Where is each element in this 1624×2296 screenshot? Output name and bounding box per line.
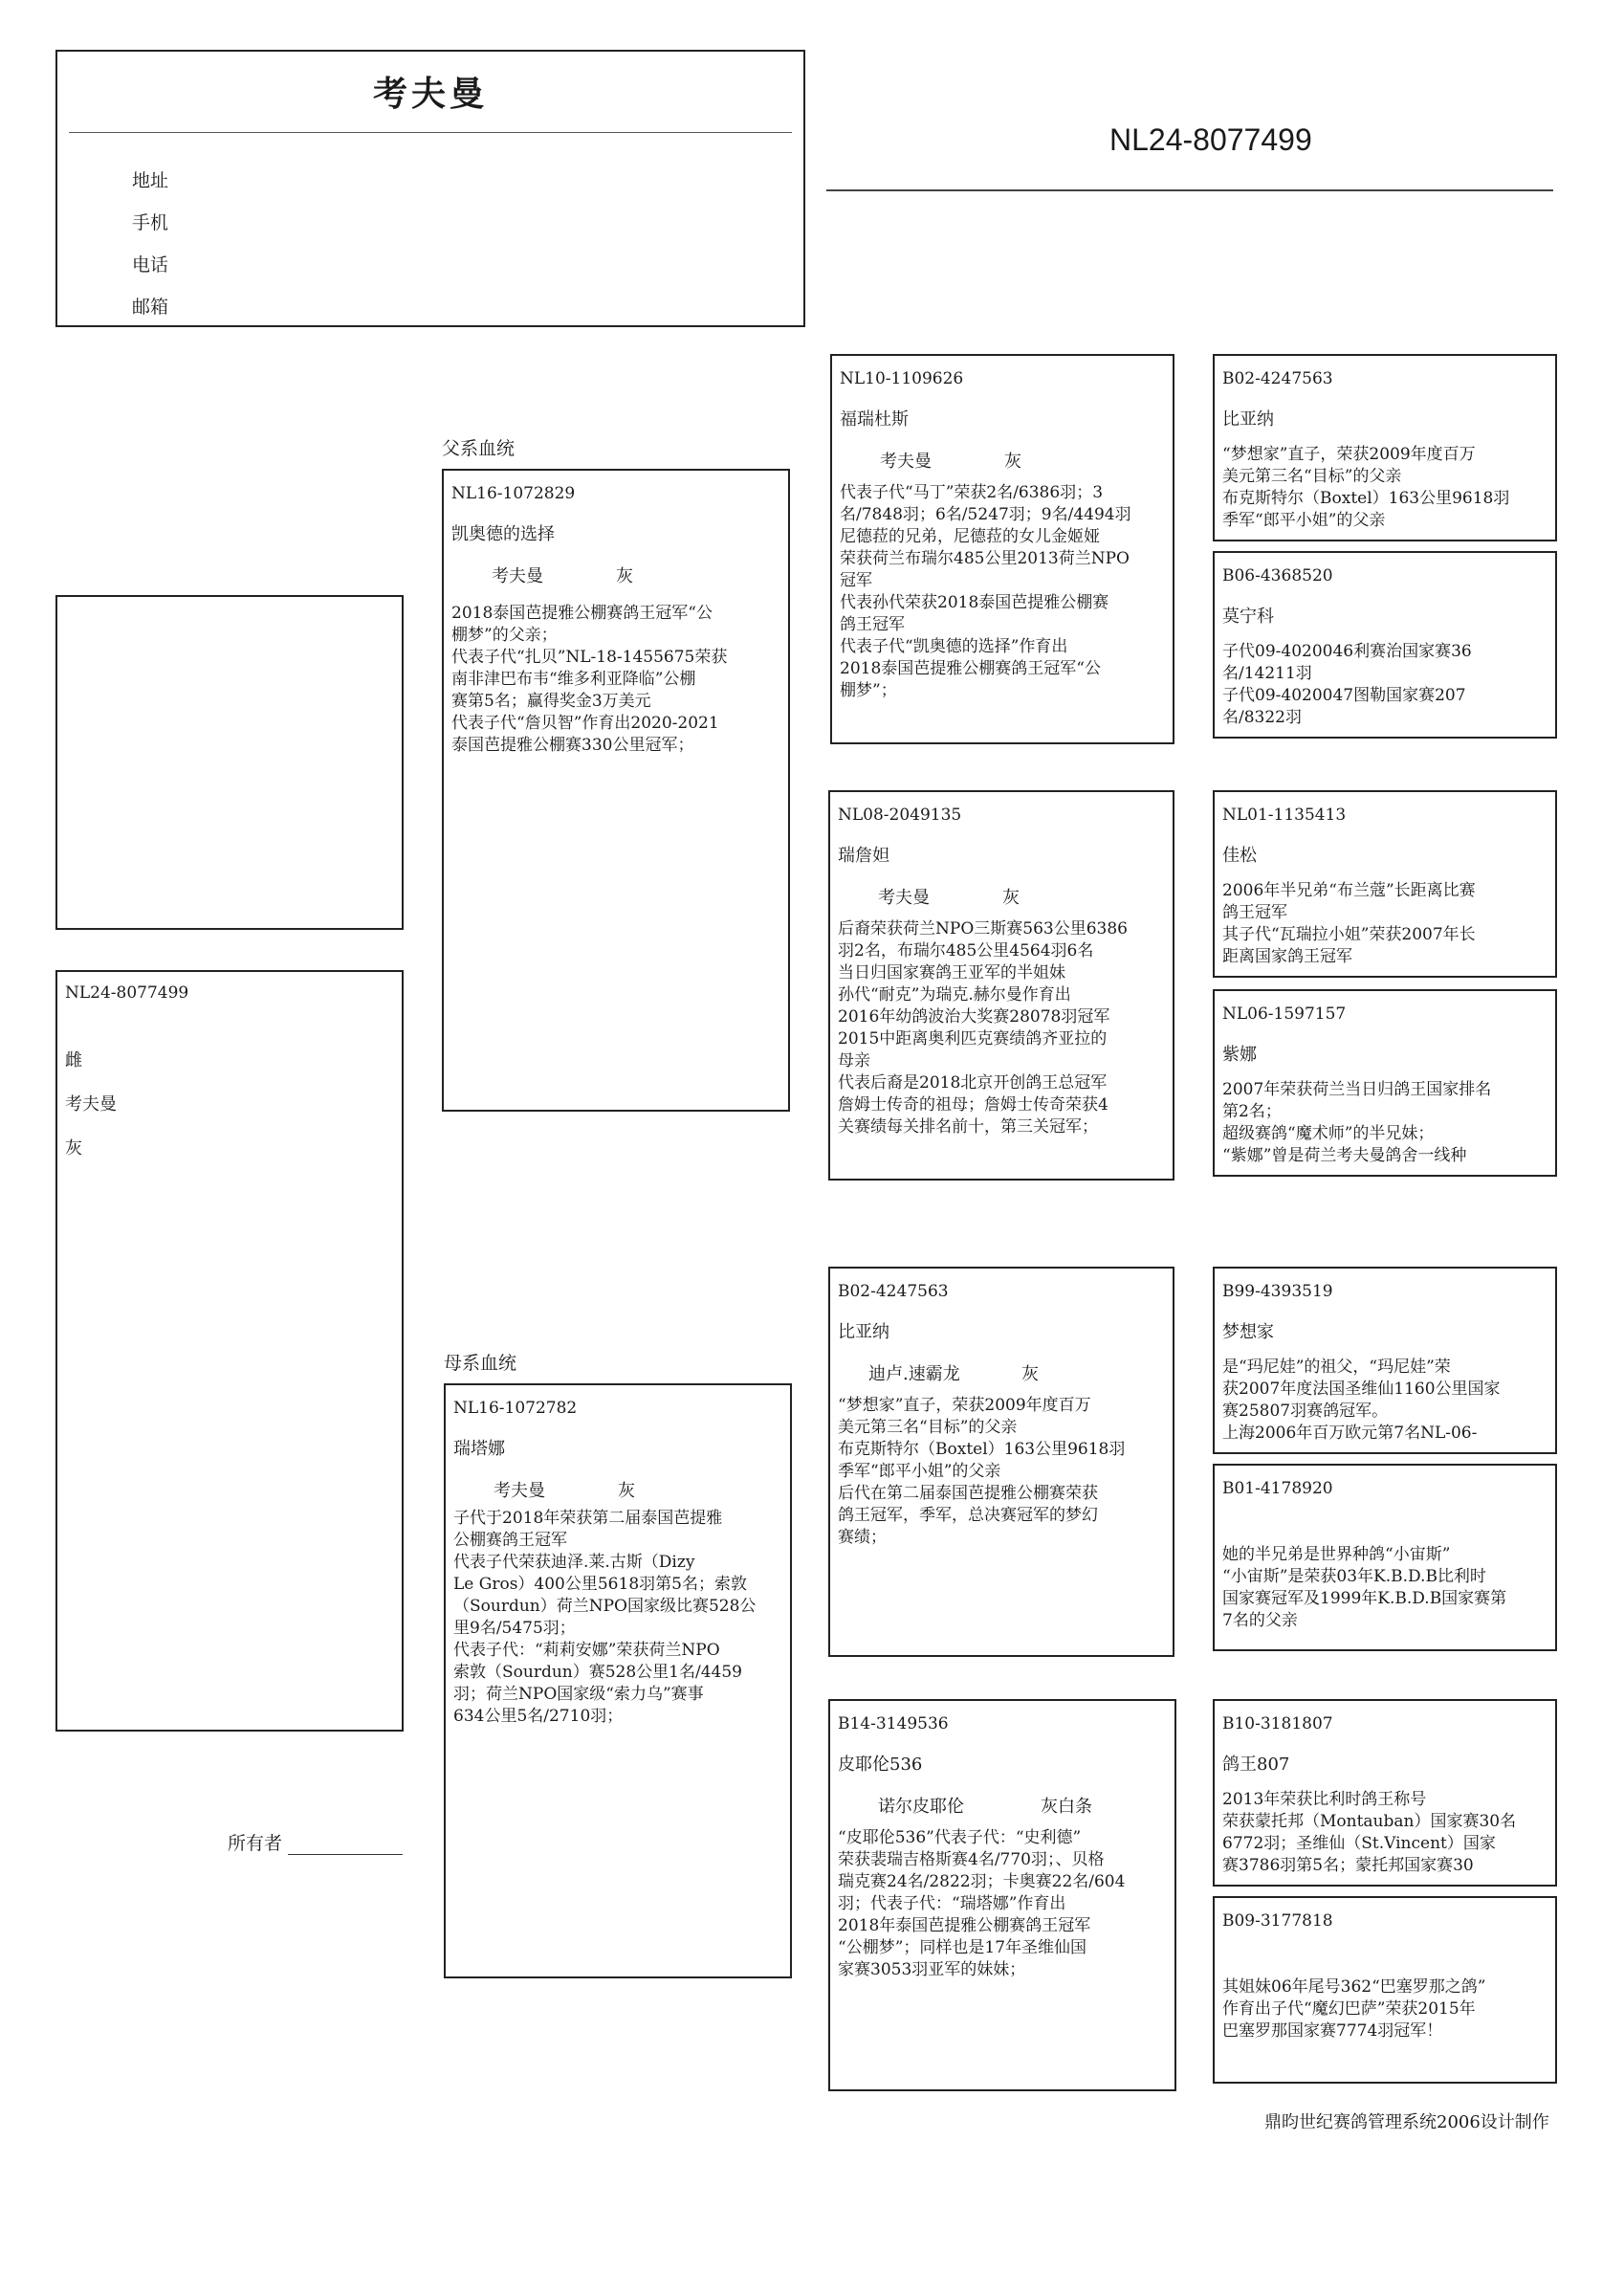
sire-name: 凯奥德的选择 — [451, 524, 555, 544]
gg-box-4 — [1213, 989, 1557, 1177]
sire-sire-description: 代表子代“马丁”荣获2名/6386羽；3 名/7848羽；6名/5247羽；9名/4494羽 尼德菈的兄弟，尼德菈的女儿金姬娅 荣获荷兰布瑞尔485公里2013荷兰NPO 冠军 代表孙代荣获2018泰国芭提雅公棚赛 鸽王冠军 代表子代“凯奥德的选择”作育出 2018泰国芭提雅公棚赛鸽王冠军“公 棚梦”； — [840, 483, 1131, 700]
header-ring-number: NL24-8077499 — [1109, 122, 1312, 157]
dam-line-label: 母系血统 — [444, 1353, 517, 1374]
dam-breeder: 考夫曼 — [494, 1481, 545, 1501]
dam-name: 瑞塔娜 — [453, 1439, 505, 1459]
gg-name: 紫娜 — [1222, 1045, 1257, 1065]
sire-color: 灰 — [616, 566, 633, 586]
subject-ring: NL24-8077499 — [65, 983, 189, 1003]
field-address: 地址 — [132, 170, 169, 191]
subject-sex: 雌 — [65, 1050, 82, 1071]
gg-description: 2013年荣获比利时鸽王称号 荣获蒙托邦（Montauban）国家赛30名 6772羽；圣维仙（St.Vincent）国家 赛3786羽第5名；蒙托邦国家赛30 — [1222, 1790, 1517, 1875]
dam-box — [444, 1383, 792, 1978]
dam-sire-description: “梦想家”直子，荣获2009年度百万 美元第三名“目标”的父亲 布克斯特尔（Boxtel）163公里9618羽 季军“郎平小姐”的父亲 后代在第二届泰国芭提雅公棚赛荣获 鸽王冠军，季军，总决赛冠军的梦幻 赛绩； — [838, 1396, 1126, 1547]
gg-box-7 — [1213, 1699, 1557, 1887]
sire-sire-box — [830, 354, 1174, 744]
gg-box-8 — [1213, 1896, 1557, 2084]
photo-box — [55, 595, 404, 930]
dam-sire-color: 灰 — [1021, 1364, 1039, 1384]
dam-dam-breeder: 诺尔皮耶伦 — [878, 1797, 964, 1817]
dam-sire-box — [828, 1267, 1174, 1657]
gg-name: 佳松 — [1222, 846, 1257, 866]
sire-line-label: 父系血统 — [442, 438, 516, 459]
gg-ring: B10-3181807 — [1222, 1714, 1333, 1733]
gg-description: 是“玛尼娃”的祖父，“玛尼娃”荣 获2007年度法国圣维仙1160公里国家 赛25807羽赛鸽冠军。 上海2006年百万欧元第7名NL-06- — [1222, 1358, 1501, 1443]
subject-breeder: 考夫曼 — [65, 1094, 117, 1115]
gg-ring: B99-4393519 — [1222, 1282, 1333, 1301]
sire-dam-name: 瑞詹妲 — [838, 846, 889, 866]
subject-box — [55, 970, 404, 1732]
subject-color: 灰 — [65, 1138, 82, 1159]
dam-ring: NL16-1072782 — [453, 1399, 578, 1418]
dam-description: 子代于2018年荣获第二届泰国芭提雅 公棚赛鸽王冠军 代表子代荣获迪泽.莱.古斯（Dizy Le Gros）400公里5618羽第5名；索敦 （Sourdun）荷兰NPO国家级比赛528公 里9名/5475羽； 代表子代：“莉莉安娜”荣获荷兰NPO 索敦（Sourdun）赛528公里1名/4459 羽；荷兰NPO国家级“索力乌”赛事 634公里5名/2710羽； — [453, 1509, 757, 1726]
sire-box — [442, 469, 790, 1112]
gg-box-5 — [1213, 1267, 1557, 1454]
gg-description: 2007年荣获荷兰当日归鸽王国家排名 第2名； 超级赛鸽“魔术师”的半兄妹； “紫娜”曾是荷兰考夫曼鸽舍一线种 — [1222, 1080, 1492, 1165]
sire-sire-ring: NL10-1109626 — [840, 369, 964, 388]
sire-dam-description: 后裔荣获荷兰NPO三斯赛563公里6386 羽2名，布瑞尔485公里4564羽6名 当日归国家赛鸽王亚军的半姐妹 孙代“耐克”为瑞克.赫尔曼作育出 2016年幼鸽波治大奖赛28078羽冠军 2015中距离奥利匹克赛绩鸽齐亚拉的 母亲 代表后裔是2018北京开创鸽王总冠军 詹姆士传奇的祖母；詹姆士传奇荣获4 关赛绩每关排名前十，第三关冠军； — [838, 919, 1128, 1137]
owner-signature — [228, 1829, 403, 1855]
dam-dam-name: 皮耶伦536 — [838, 1755, 923, 1775]
dam-sire-breeder: 迪卢.速霸龙 — [868, 1364, 960, 1384]
field-mobile: 手机 — [132, 212, 169, 233]
gg-name: 莫宁科 — [1222, 607, 1274, 627]
sire-dam-breeder: 考夫曼 — [878, 888, 930, 908]
owner-signature-line — [288, 1854, 403, 1855]
owner-name: 考夫曼 — [372, 74, 488, 114]
sire-sire-breeder: 考夫曼 — [880, 452, 932, 472]
sire-sire-color: 灰 — [1004, 452, 1021, 472]
header-divider — [826, 189, 1553, 191]
sire-description: 2018泰国芭提雅公棚赛鸽王冠军“公 棚梦”的父亲； 代表子代“扎贝”NL-18-1455675荣获 南非津巴布韦“维多利亚降临”公棚 赛第5名；赢得奖金3万美元 代表子代“詹贝智”作育出2020-2021 泰国芭提雅公棚赛330公里冠军； — [451, 604, 728, 755]
gg-description: “梦想家”直子，荣获2009年度百万 美元第三名“目标”的父亲 布克斯特尔（Boxtel）163公里9618羽 季军“郎平小姐”的父亲 — [1222, 445, 1510, 530]
owner-info-box — [55, 50, 805, 327]
gg-ring: B02-4247563 — [1222, 369, 1333, 388]
gg-ring: NL01-1135413 — [1222, 806, 1347, 825]
gg-box-2 — [1213, 551, 1557, 739]
gg-description: 子代09-4020046利赛治国家赛36 名/14211羽 子代09-4020047图勒国家赛207 名/8322羽 — [1222, 642, 1472, 727]
dam-sire-ring: B02-4247563 — [838, 1282, 949, 1301]
dam-color: 灰 — [618, 1481, 635, 1501]
dam-dam-color: 灰白条 — [1041, 1797, 1092, 1817]
gg-box-6 — [1213, 1464, 1557, 1651]
sire-breeder: 考夫曼 — [492, 566, 543, 586]
gg-description: 其姐妹06年尾号362“巴塞罗那之鸽” 作育出子代“魔幻巴萨”荣获2015年 巴塞罗那国家赛7774羽冠军！ — [1222, 1977, 1486, 2041]
sire-dam-color: 灰 — [1002, 888, 1020, 908]
gg-ring: B06-4368520 — [1222, 566, 1333, 585]
gg-description: 她的半兄弟是世界种鸽“小宙斯” “小宙斯”是荣获03年K.B.D.B比利时 国家赛冠军及1999年K.B.D.B国家赛第 7名的父亲 — [1222, 1545, 1507, 1630]
gg-name: 鸽王807 — [1222, 1755, 1290, 1775]
sire-sire-name: 福瑞杜斯 — [840, 409, 909, 430]
dam-dam-ring: B14-3149536 — [838, 1714, 949, 1733]
gg-description: 2006年半兄弟“布兰蔻”长距离比赛 鸽王冠军 其子代“瓦瑞拉小姐”荣获2007年长 距离国家鸽王冠军 — [1222, 881, 1476, 966]
dam-dam-box — [828, 1699, 1176, 2091]
dam-sire-name: 比亚纳 — [838, 1322, 889, 1342]
dam-dam-description: “皮耶伦536”代表子代：“史利德” 荣获裴瑞吉格斯赛4名/770羽；、贝格 瑞克赛24名/2822羽；卡奥赛22名/604 羽；代表子代：“瑞塔娜”作育出 2018年泰国芭提雅公棚赛鸽王冠军 “公棚梦”；同样也是17年圣维仙国 家赛3053羽亚军的妹妹； — [838, 1828, 1126, 1979]
gg-ring: NL06-1597157 — [1222, 1004, 1347, 1024]
field-phone: 电话 — [132, 254, 169, 276]
gg-ring: B09-3177818 — [1222, 1911, 1333, 1931]
gg-name: 梦想家 — [1222, 1322, 1274, 1342]
gg-name: 比亚纳 — [1222, 409, 1274, 430]
sire-ring: NL16-1072829 — [451, 484, 576, 503]
sire-dam-ring: NL08-2049135 — [838, 806, 962, 825]
footer-credit: 鼎昀世纪赛鸽管理系统2006设计制作 — [1264, 2112, 1549, 2132]
field-email: 邮箱 — [132, 297, 169, 318]
owner-label: 所有者 — [228, 1833, 283, 1854]
gg-box-1 — [1213, 354, 1557, 541]
gg-box-3 — [1213, 790, 1557, 978]
gg-ring: B01-4178920 — [1222, 1479, 1333, 1498]
sire-dam-box — [828, 790, 1174, 1181]
